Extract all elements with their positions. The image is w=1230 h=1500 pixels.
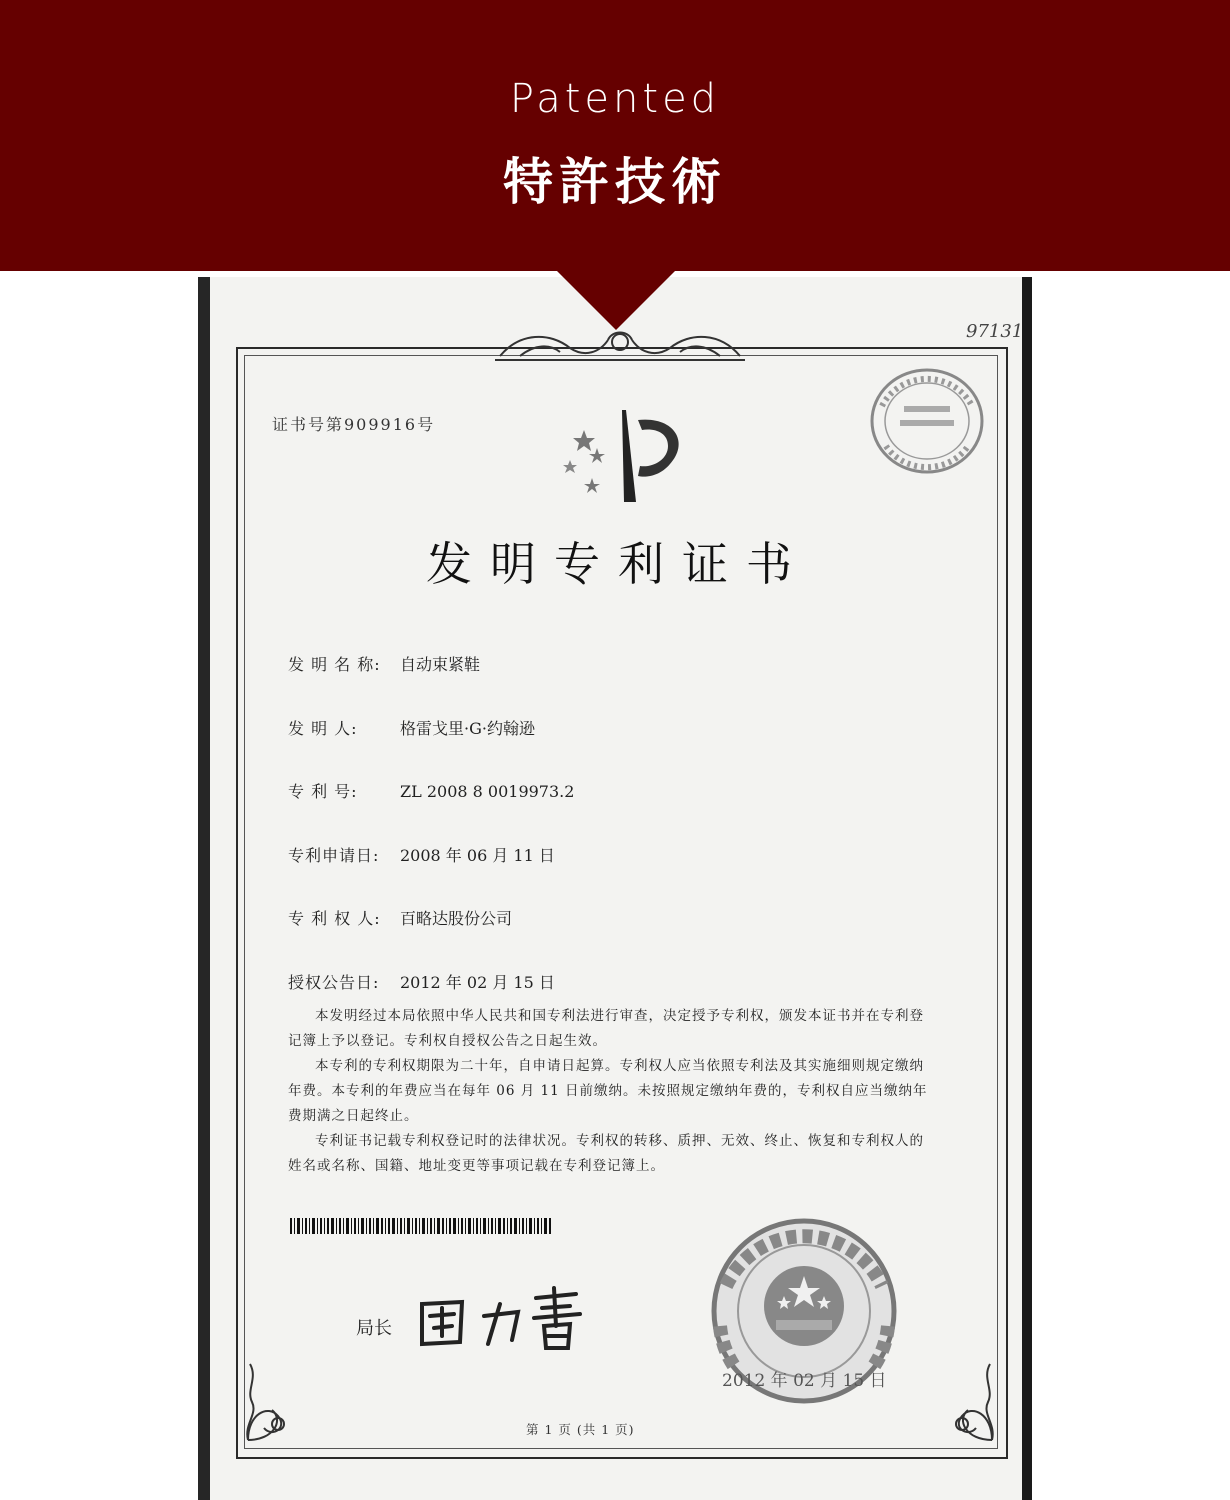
certificate-title: 发明专利证书 xyxy=(426,537,810,591)
field-value: 2012 年 02 月 15 日 xyxy=(400,973,555,992)
barcode-icon xyxy=(290,1218,552,1234)
field-label: 发 明 名 称: xyxy=(288,655,381,674)
field-invention-name xyxy=(288,652,480,675)
banner-pointer xyxy=(556,270,676,330)
corner-ornament-right-icon xyxy=(922,1354,1002,1444)
banner-title-en: Patented xyxy=(509,76,721,122)
field-value: ZL 2008 8 0019973.2 xyxy=(400,782,575,801)
header-banner xyxy=(0,0,1230,271)
field-inventor xyxy=(288,716,535,739)
field-patent-number xyxy=(288,779,574,802)
patent-office-emblem-icon xyxy=(554,402,694,512)
certificate-number: 证书号第909916号 xyxy=(272,415,436,434)
field-value: 2008 年 06 月 11 日 xyxy=(400,846,555,865)
field-value: 格雷戈里·G·约翰逊 xyxy=(400,719,535,738)
corner-ornament-left-icon xyxy=(238,1354,318,1444)
field-label: 授权公告日: xyxy=(288,973,380,992)
field-label: 专 利 号: xyxy=(288,782,358,801)
body-paragraph: 专利证书记载专利权登记时的法律状况。专利权的转移、质押、无效、终止、恢复和专利权人的姓名或名称、国籍、地址变更等事项记载在专利登记簿上。 xyxy=(288,1133,924,1174)
field-value: 自动束紧鞋 xyxy=(400,655,481,674)
field-label: 专利申请日: xyxy=(288,846,380,865)
field-label: 发 明 人: xyxy=(288,719,358,738)
body-paragraph: 本发明经过本局依照中华人民共和国专利法进行审查，决定授予专利权，颁发本证书并在专利登记簿上予以登记。专利权自授权公告之日起生效。 xyxy=(288,1008,924,1049)
handwritten-note: 97131 xyxy=(966,321,1024,342)
field-patentee xyxy=(288,906,512,929)
field-grant-date xyxy=(288,970,555,993)
signatory-label: 局长 xyxy=(356,1318,392,1339)
paper-shadow-edge xyxy=(198,277,210,1500)
page-footer: 第 1 页 (共 1 页) xyxy=(526,1422,635,1437)
certificate-body-text xyxy=(288,1004,938,1179)
stamp-date: 2012 年 02 月 15 日 xyxy=(722,1371,887,1391)
field-application-date xyxy=(288,843,555,866)
signature-icon xyxy=(408,1276,598,1356)
tax-seal-icon xyxy=(868,366,986,476)
banner-title-jp: 特許技術 xyxy=(503,153,727,211)
field-value: 百略达股份公司 xyxy=(400,909,513,928)
body-paragraph: 本专利的专利权期限为二十年，自申请日起算。专利权人应当依照专利法及其实施细则规定缴纳年费。本专利的年费应当在每年 06 月 11 日前缴纳。未按照规定缴纳年费的，专利权自应当缴纳年费期满之日起终止。 xyxy=(288,1058,928,1124)
field-label: 专 利 权 人: xyxy=(288,909,381,928)
